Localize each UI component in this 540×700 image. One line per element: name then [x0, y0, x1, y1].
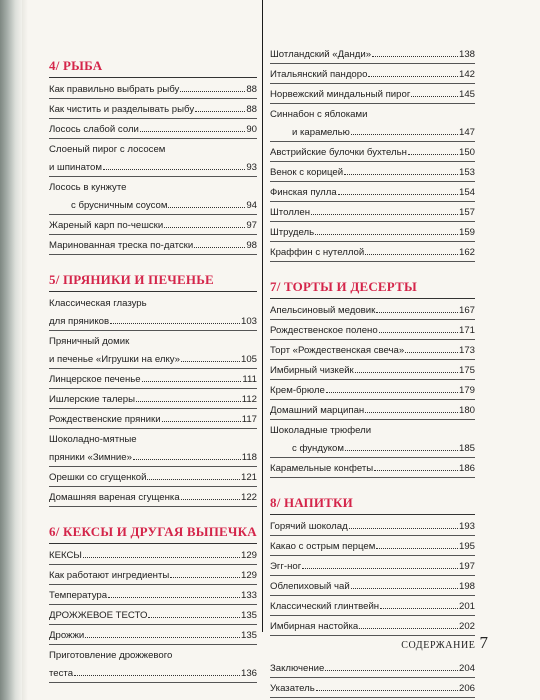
entry-title: Австрийские булочки бухтельн — [270, 147, 407, 158]
entry-page: 112 — [241, 394, 257, 405]
entry-page: 136 — [240, 668, 257, 679]
toc-entry[interactable] — [270, 320, 475, 340]
entry-page: 179 — [458, 385, 475, 396]
section-cakes-desserts — [270, 279, 475, 478]
toc-entry[interactable] — [270, 84, 475, 104]
entry-page: 88 — [246, 84, 257, 95]
entry-page: 154 — [458, 187, 475, 198]
entry-page: 90 — [246, 124, 257, 135]
toc-entry[interactable] — [270, 596, 475, 616]
entry-title: Имбирный чизкейк — [270, 365, 354, 376]
dot-leader — [110, 323, 240, 324]
entry-title: и шпинатом — [49, 162, 102, 173]
entry-title: Классический глинтвейн — [270, 601, 380, 612]
dot-leader — [194, 247, 245, 248]
section-end-matter — [270, 658, 475, 698]
entry-title: Норвежский миндальный пирог — [270, 89, 411, 100]
entry-page: 162 — [458, 247, 475, 258]
toc-entry[interactable] — [270, 104, 475, 142]
entry-page: 185 — [458, 443, 475, 454]
dot-leader — [162, 421, 241, 422]
dot-leader — [368, 76, 458, 77]
entry-page: 118 — [241, 452, 257, 463]
entry-title: ДРОЖЖЕВОЕ ТЕСТО — [49, 610, 148, 621]
toc-entry[interactable] — [270, 182, 475, 202]
toc-entry[interactable] — [49, 429, 257, 467]
toc-entry[interactable] — [270, 576, 475, 596]
entry-page: 180 — [458, 405, 475, 416]
entry-title: Ишлерские талеры — [49, 394, 136, 405]
dot-leader — [355, 372, 458, 373]
entry-title: Рождественские пряники — [49, 414, 161, 425]
dot-leader — [181, 499, 240, 500]
dot-leader — [311, 214, 458, 215]
entry-page: 195 — [458, 541, 475, 552]
dot-leader — [315, 234, 458, 235]
section-heading: 4/ РЫБА — [49, 58, 257, 78]
toc-entry[interactable] — [270, 242, 475, 262]
dot-leader — [376, 312, 458, 313]
entry-title: Рождественское полено — [270, 325, 378, 336]
entry-title: Жареный карп по-чешски — [49, 220, 164, 231]
entry-page: 111 — [242, 374, 257, 385]
toc-entry[interactable] — [49, 645, 257, 683]
entry-page: 94 — [246, 200, 257, 211]
dot-leader — [195, 111, 245, 112]
entry-page: 198 — [458, 581, 475, 592]
section-gap — [49, 255, 257, 272]
dot-leader — [349, 528, 458, 529]
entry-title-line1: Пряничный домик — [49, 337, 130, 347]
dot-leader — [379, 332, 458, 333]
dot-leader — [103, 169, 245, 170]
entry-title: Какао с острым перцем — [270, 541, 376, 552]
toc-entry[interactable] — [270, 458, 475, 478]
entry-title: Шотландский «Данди» — [270, 49, 372, 60]
entry-title: КЕКСЫ — [49, 550, 82, 561]
dot-leader — [376, 548, 458, 549]
dot-leader — [338, 194, 458, 195]
dot-leader — [136, 401, 241, 402]
entry-page: 201 — [458, 601, 475, 612]
toc-entry[interactable] — [270, 658, 475, 678]
entry-page: 135 — [240, 610, 257, 621]
toc-entry[interactable] — [49, 79, 257, 99]
entry-title: Дрожжи — [49, 630, 85, 641]
entry-title: Указатель — [270, 683, 315, 694]
entry-page: 193 — [458, 521, 475, 532]
entry-title: Торт «Рождественская свеча» — [270, 345, 405, 356]
dot-leader — [170, 577, 240, 578]
entry-title: Апельсиновый медовик — [270, 305, 376, 316]
entry-title: Как работают ингредиенты — [49, 570, 170, 581]
toc-entry[interactable] — [270, 400, 475, 420]
dot-leader — [133, 459, 241, 460]
toc-entry[interactable] — [49, 545, 257, 565]
toc-entry[interactable] — [49, 99, 257, 119]
toc-entry[interactable] — [270, 556, 475, 576]
toc-entry[interactable] — [49, 565, 257, 585]
entry-page: 171 — [458, 325, 475, 336]
entry-page: 135 — [240, 630, 257, 641]
dot-leader — [351, 588, 458, 589]
toc-entry[interactable] — [270, 340, 475, 360]
toc-entry[interactable] — [49, 487, 257, 507]
dot-leader — [180, 91, 245, 92]
dot-leader — [372, 56, 458, 57]
entry-page: 121 — [240, 472, 257, 483]
toc-entry[interactable] — [270, 420, 475, 458]
toc-entry[interactable] — [270, 678, 475, 698]
toc-entry[interactable] — [49, 293, 257, 331]
entry-page: 98 — [246, 240, 257, 251]
entry-title: Как правильно выбрать рыбу — [49, 84, 180, 95]
entry-page: 142 — [458, 69, 475, 80]
entry-page: 159 — [458, 227, 475, 238]
entry-title: Температура — [49, 590, 108, 601]
toc-entry[interactable] — [270, 64, 475, 84]
section-heading: 6/ КЕКСЫ И ДРУГАЯ ВЫПЕЧКА — [49, 524, 257, 544]
toc-entry[interactable] — [49, 625, 257, 645]
toc-entry[interactable] — [270, 360, 475, 380]
dot-leader — [108, 597, 240, 598]
entry-page: 138 — [458, 49, 475, 60]
section-cakes-baking — [49, 524, 257, 683]
section-gingerbread — [49, 272, 257, 507]
dot-leader — [148, 617, 240, 618]
entry-page: 173 — [458, 345, 475, 356]
dot-leader — [405, 352, 458, 353]
section-fish — [49, 58, 257, 255]
dot-leader — [359, 628, 458, 629]
toc-entry[interactable] — [270, 222, 475, 242]
entry-page: 129 — [240, 570, 257, 581]
toc-entry[interactable] — [270, 300, 475, 320]
entry-title: и печенье «Игрушки на елку» — [49, 354, 181, 365]
entry-page: 202 — [458, 621, 475, 632]
entry-title: Лосось слабой соли — [49, 124, 139, 135]
entry-title: Итальянский пандоро — [270, 69, 368, 80]
entry-page: 145 — [458, 89, 475, 100]
entry-page: 129 — [240, 550, 257, 561]
toc-entry[interactable] — [49, 215, 257, 235]
toc-entry[interactable] — [49, 605, 257, 625]
entry-title: Краффин с нутеллой — [270, 247, 365, 258]
toc-entry[interactable] — [270, 380, 475, 400]
toc-entry[interactable] — [49, 467, 257, 487]
footer-label: СОДЕРЖАНИЕ — [401, 640, 476, 651]
section-drinks — [270, 495, 475, 636]
entry-page: 93 — [246, 162, 257, 173]
page-footer — [401, 633, 488, 653]
entry-page: 153 — [458, 167, 475, 178]
dot-leader — [351, 134, 458, 135]
section-continued — [270, 44, 475, 262]
dot-leader — [164, 227, 245, 228]
toc-entry[interactable] — [49, 585, 257, 605]
entry-page: 157 — [458, 207, 475, 218]
entry-title: теста — [49, 668, 74, 679]
page-number: 7 — [479, 633, 488, 652]
entry-page: 103 — [240, 316, 257, 327]
dot-leader — [408, 154, 458, 155]
dot-leader — [411, 96, 458, 97]
toc-left-column — [49, 58, 257, 683]
book-binding-shadow — [0, 0, 22, 700]
entry-title: Как чистить и разделывать рыбу — [49, 104, 195, 115]
section-heading: 5/ ПРЯНИКИ И ПЕЧЕНЬЕ — [49, 272, 257, 292]
entry-page: 122 — [240, 492, 257, 503]
dot-leader — [345, 450, 458, 451]
dot-leader — [85, 637, 240, 638]
dot-leader — [374, 470, 458, 471]
dot-leader — [147, 479, 240, 480]
dot-leader — [380, 608, 458, 609]
entry-title: Карамельные конфеты — [270, 463, 374, 474]
toc-entry[interactable] — [49, 235, 257, 255]
entry-title-line1: Шоколадно-мятные — [49, 435, 137, 445]
toc-entry[interactable] — [270, 162, 475, 182]
dot-leader — [74, 675, 240, 676]
entry-title: Венок с корицей — [270, 167, 344, 178]
toc-entry[interactable] — [49, 369, 257, 389]
section-gap — [49, 507, 257, 524]
dot-leader — [326, 392, 458, 393]
entry-title: Домашняя вареная сгущенка — [49, 492, 180, 503]
toc-entry[interactable] — [49, 119, 257, 139]
toc-right-column — [270, 44, 475, 698]
dot-leader — [140, 131, 245, 132]
entry-title: Имбирная настойка — [270, 621, 359, 632]
entry-title: пряники «Зимние» — [49, 452, 132, 463]
dot-leader — [316, 690, 458, 691]
toc-entry[interactable] — [270, 44, 475, 64]
entry-page: 186 — [458, 463, 475, 474]
entry-title-line1: Классическая глазурь — [49, 299, 147, 309]
entry-title: Крем-брюле — [270, 385, 325, 396]
entry-title-line1: Синнабон с яблоками — [270, 110, 368, 120]
dot-leader — [365, 412, 458, 413]
section-gap — [270, 478, 475, 495]
entry-page: 150 — [458, 147, 475, 158]
entry-title: Горячий шоколад — [270, 521, 348, 532]
dot-leader — [344, 174, 458, 175]
page-edge — [22, 0, 28, 700]
toc-entry[interactable] — [270, 142, 475, 162]
entry-title: Облепиховый чай — [270, 581, 350, 592]
toc-entry[interactable] — [49, 331, 257, 369]
entry-page: 204 — [458, 663, 475, 674]
dot-leader — [181, 361, 240, 362]
toc-entry[interactable] — [49, 409, 257, 429]
entry-page: 97 — [246, 220, 257, 231]
toc-entry[interactable] — [270, 516, 475, 536]
toc-entry[interactable] — [49, 389, 257, 409]
entry-page: 175 — [458, 365, 475, 376]
dot-leader — [142, 381, 242, 382]
entry-page: 167 — [458, 305, 475, 316]
entry-title: Штоллен — [270, 207, 311, 218]
dot-leader — [302, 568, 458, 569]
entry-page: 147 — [458, 127, 475, 138]
entry-title-line1: Шоколадные трюфели — [270, 426, 372, 436]
entry-title: и карамелью — [292, 127, 350, 138]
column-divider — [262, 0, 263, 632]
entry-page: 88 — [246, 104, 257, 115]
entry-page: 197 — [458, 561, 475, 572]
entry-page: 133 — [240, 590, 257, 601]
entry-title: Домашний марципан — [270, 405, 365, 416]
dot-leader — [365, 254, 458, 255]
toc-entry[interactable] — [49, 139, 257, 177]
entry-title: Маринованная треска по-датски — [49, 240, 194, 251]
dot-leader — [83, 557, 240, 558]
entry-title: Линцерское печенье — [49, 374, 141, 385]
entry-title: Заключение — [270, 663, 325, 674]
entry-page: 117 — [241, 414, 257, 425]
section-gap — [270, 262, 475, 279]
dot-leader — [168, 207, 245, 208]
toc-entry[interactable] — [270, 536, 475, 556]
entry-title-line1: Лосось в кунжуте — [49, 183, 127, 193]
entry-page: 105 — [240, 354, 257, 365]
entry-title-line1: Слоеный пирог с лососем — [49, 145, 166, 155]
entry-title: с брусничным соусом — [71, 200, 168, 211]
toc-entry[interactable] — [270, 202, 475, 222]
entry-title: Финская пулла — [270, 187, 337, 198]
entry-title: для пряников — [49, 316, 110, 327]
dot-leader — [325, 670, 458, 671]
section-heading: 8/ НАПИТКИ — [270, 495, 475, 515]
section-heading: 7/ ТОРТЫ И ДЕСЕРТЫ — [270, 279, 475, 299]
entry-title: Орешки со сгущенкой — [49, 472, 147, 483]
entry-title: Штрудель — [270, 227, 315, 238]
entry-page: 206 — [458, 683, 475, 694]
entry-title-line1: Приготовление дрожжевого — [49, 651, 173, 661]
entry-title: Эгг-ног — [270, 561, 302, 572]
entry-title: с фундуком — [292, 443, 344, 454]
toc-entry[interactable] — [49, 177, 257, 215]
